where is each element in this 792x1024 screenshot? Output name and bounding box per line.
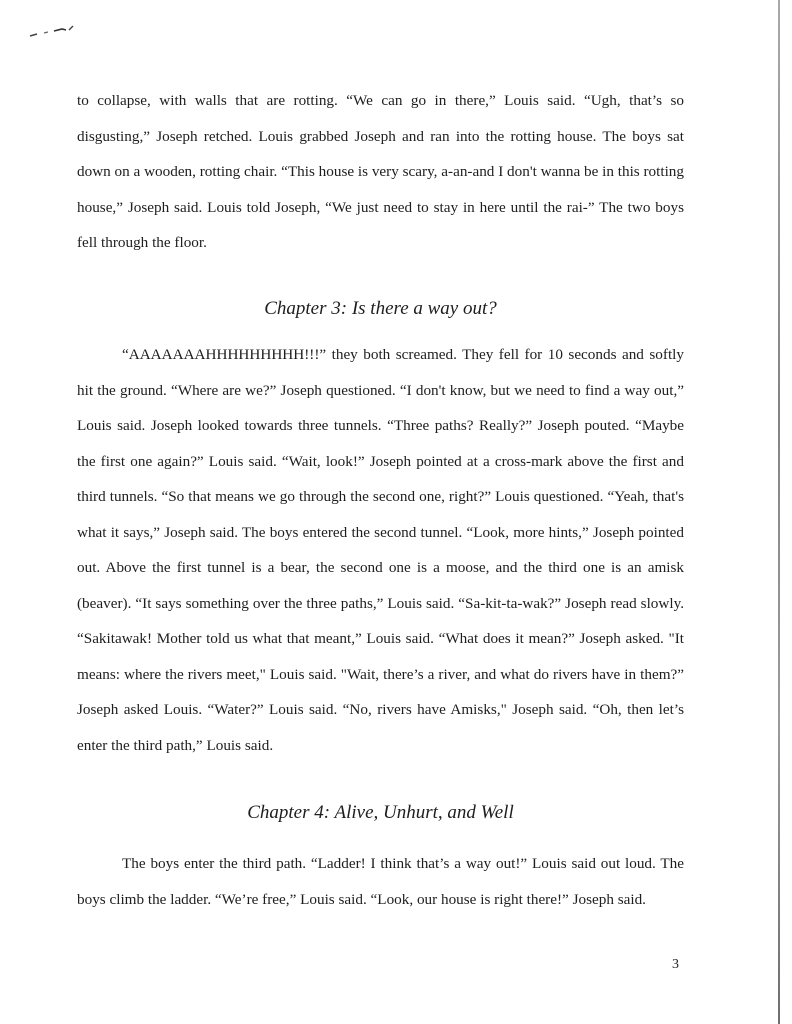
paragraph-3-block	[77, 846, 684, 917]
page-number: 3	[672, 957, 679, 972]
paragraph-2: “AAAAAAAHHHHHHHHH!!!” they both screamed. They fell for 10 seconds and softly hit the ground. “Where are we?” Joseph questioned. “I don't know, but we need to find a way out,” Louis said. Joseph looked towards three tunnels. “Three paths? Really?” Joseph pouted. “Maybe the first one again?” Louis said. “Wait, look!” Joseph pointed at a cross-mark above the first and third tunnels. “So that means we go through the second one, right?” Louis questioned. “Yeah, that's what it says,” Joseph said. The boys entered the second tunnel. “Look, more hints,” Joseph pointed out. Above the first tunnel is a bear, the second one is a moose, and the third one is an amisk (beaver). “It says something over the three paths,” Louis said. “Sa-kit-ta-wak?” Joseph read slowly. “Sakitawak! Mother told us what that meant,” Louis said. “What does it mean?” Joseph asked. "It means: where the rivers meet," Louis said. "Wait, there’s a river, and what do rivers have in them?” Joseph asked Louis. “Water?” Louis said. “No, rivers have Amisks," Joseph said. “Oh, then let’s enter the third path,” Louis said.	[77, 346, 684, 754]
chapter-4-heading: Chapter 4: Alive, Unhurt, and Well	[247, 802, 514, 823]
paragraph-1: to collapse, with walls that are rotting. “We can go in there,” Louis said. “Ugh, that’s so disgusting,” Joseph retched. Louis grabbed Joseph and ran into the rotting house. The boys sat down on a wooden, rotting chair. “This house is very scary, a-an-and I don't wanna be in this rotting house,” Joseph said. Louis told Joseph, “We just need to stay in here until the rai-” The two boys fell through the floor.	[77, 92, 684, 251]
chapter-3-heading: Chapter 3: Is there a way out?	[264, 298, 497, 319]
paragraph-3: The boys enter the third path. “Ladder! I think that’s a way out!” Louis said out loud. The boys climb the ladder. “We’re free,” Louis said. “Look, our house is right there!” Joseph said.	[77, 855, 684, 908]
paragraph-2-block	[77, 337, 684, 763]
paragraph-1-block	[77, 83, 684, 261]
scan-mark-icon	[28, 22, 78, 40]
scan-edge-line	[778, 0, 780, 1024]
